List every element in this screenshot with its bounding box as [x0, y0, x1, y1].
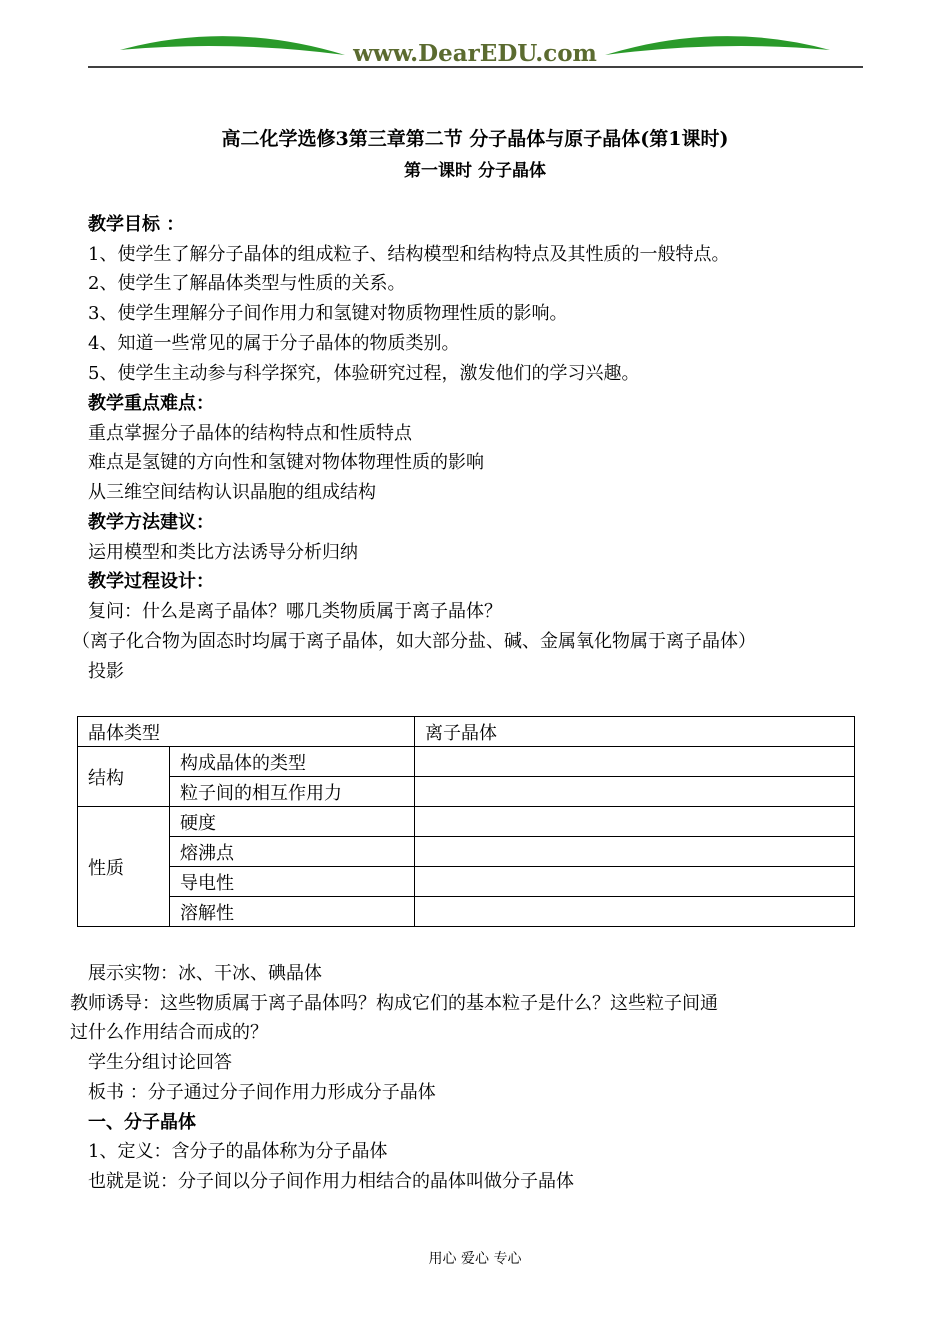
table-row [78, 747, 855, 777]
teacher-guide-text-cont: 过什么作用结合而成的？ [70, 1022, 268, 1043]
objective-item: 3、使学生理解分子间作用力和氢键对物质物理性质的影响。 [88, 303, 568, 324]
page-title: 高二化学选修3第三章第二节 分子晶体与原子晶体(第1课时) [221, 128, 729, 150]
table-row [78, 807, 855, 837]
projection-label: 投影 [88, 661, 124, 682]
table-cell: 熔沸点 [170, 837, 415, 867]
table-row [78, 897, 855, 927]
table-cell: 粒子间的相互作用力 [170, 777, 415, 807]
method-item: 运用模型和类比方法诱导分析归纳 [88, 542, 358, 563]
objective-item: 1、使学生了解分子晶体的组成粒子、结构模型和结构特点及其性质的一般特点。 [88, 244, 730, 265]
student-discussion-text: 学生分组讨论回答 [88, 1052, 232, 1073]
table-empty-cell [415, 897, 855, 927]
table-row [78, 777, 855, 807]
table-group-cell: 性质 [78, 807, 170, 927]
crystal-property-table [77, 716, 855, 927]
table-header-cell: 离子晶体 [415, 717, 855, 747]
objective-item: 5、使学生主动参与科学探究，体验研究过程，激发他们的学习兴趣。 [88, 363, 640, 384]
table-empty-cell [415, 747, 855, 777]
table-empty-cell [415, 867, 855, 897]
explanation-text: 也就是说：分子间以分子间作用力相结合的晶体叫做分子晶体 [88, 1171, 574, 1192]
table-cell: 硬度 [170, 807, 415, 837]
table-row [78, 717, 855, 747]
board-writing-text: 板书 ：分子通过分子间作用力形成分子晶体 [88, 1082, 436, 1103]
review-question: 复问：什么是离子晶体？哪几类物质属于离子晶体？ [88, 601, 502, 622]
definition-text: 1、定义：含分子的晶体称为分子晶体 [88, 1141, 388, 1162]
key-point-item: 从三维空间结构认识晶胞的组成结构 [88, 482, 376, 503]
table-cell: 溶解性 [170, 897, 415, 927]
teacher-guide-text: 教师诱导：这些物质属于离子晶体吗？构成它们的基本粒子是什么？这些粒子间通 [70, 993, 718, 1014]
process-heading: 教学过程设计： [88, 571, 214, 592]
table-cell: 导电性 [170, 867, 415, 897]
key-point-item: 重点掌握分子晶体的结构特点和性质特点 [88, 423, 412, 444]
page-subtitle: 第一课时 分子晶体 [404, 161, 546, 181]
objective-item: 4、知道一些常见的属于分子晶体的物质类别。 [88, 333, 460, 354]
table-empty-cell [415, 837, 855, 867]
page-header [0, 0, 950, 80]
table-group-cell: 结构 [78, 747, 170, 807]
objectives-heading: 教学目标 ： [88, 214, 185, 235]
table-cell: 构成晶体的类型 [170, 747, 415, 777]
methods-heading: 教学方法建议： [88, 512, 214, 533]
objective-item: 2、使学生了解晶体类型与性质的关系。 [88, 273, 406, 294]
table-empty-cell [415, 807, 855, 837]
table-row [78, 867, 855, 897]
section-heading: 一、分子晶体 [88, 1112, 196, 1133]
review-answer: （离子化合物为固态时均属于离子晶体，如大部分盐、碱、金属氧化物属于离子晶体） [72, 631, 756, 652]
table-header-cell: 晶体类型 [78, 717, 415, 747]
site-brand[interactable]: www.DearEDU.com [353, 40, 597, 67]
table-row [78, 837, 855, 867]
key-points-heading: 教学重点难点： [88, 393, 214, 414]
show-objects-text: 展示实物：冰、干冰、碘晶体 [88, 963, 322, 984]
page-footer: 用心 爱心 专心 [428, 1251, 522, 1267]
table-empty-cell [415, 777, 855, 807]
key-point-item: 难点是氢键的方向性和氢键对物体物理性质的影响 [88, 452, 484, 473]
